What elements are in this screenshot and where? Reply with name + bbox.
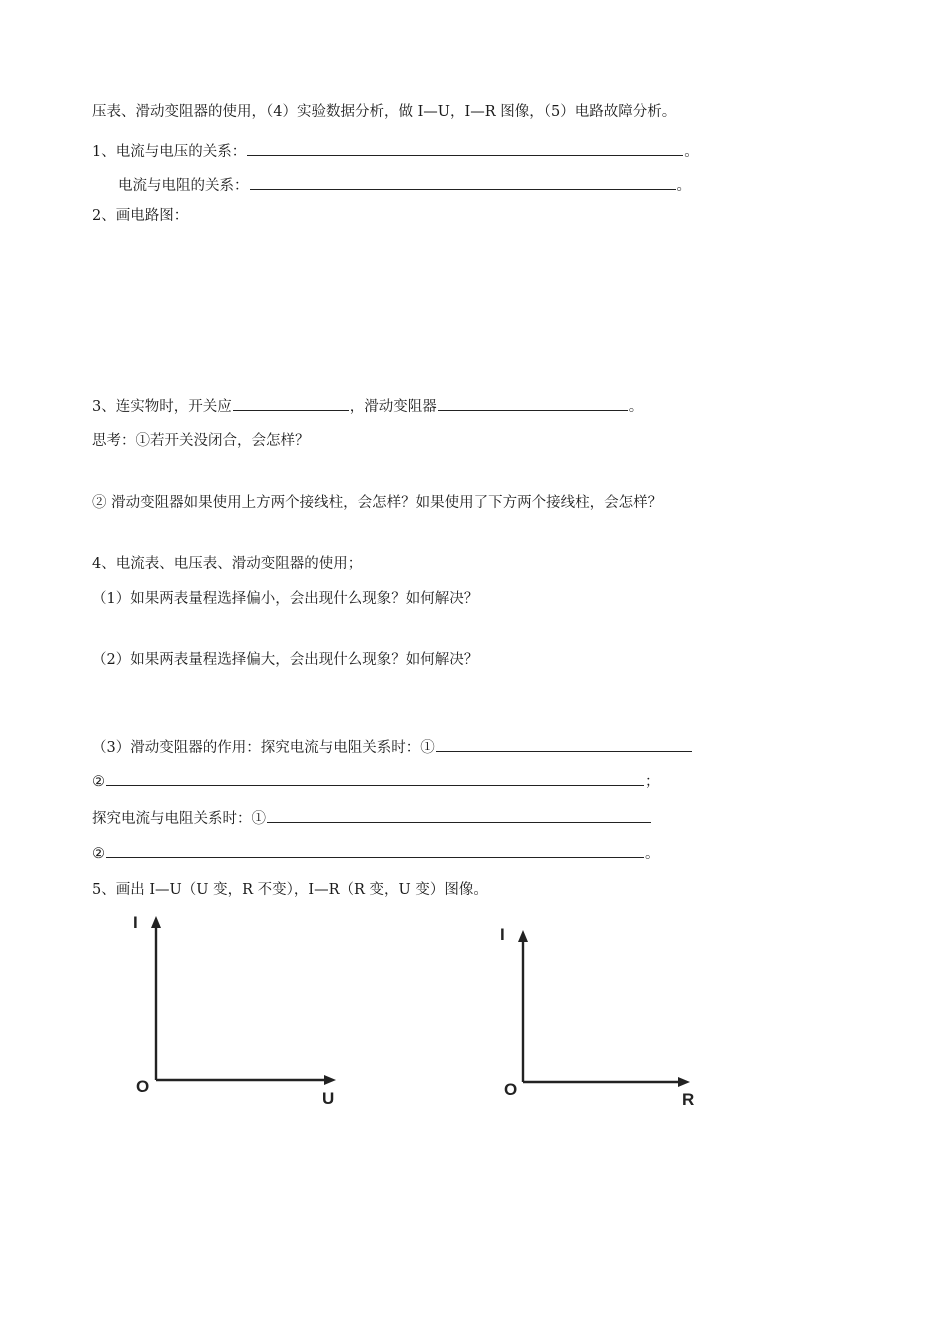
q4-sub3-label: （3）滑动变阻器的作用：探究电流与电阻关系时：① [92,740,435,756]
graph-i-r-axes[interactable] [497,920,707,1115]
graph-i-r-x-arrow-icon [678,1077,690,1087]
q1-label-a: 1、电流与电压的关系： [92,144,247,160]
q4-d-row [92,808,652,829]
q4-d2-row [92,843,660,864]
q4-d-label: 探究电流与电阻关系时：① [92,811,266,827]
q1-current-voltage-row [92,141,699,162]
q1-answer-blank-a[interactable] [247,141,683,156]
q4-d2-blank[interactable] [106,843,644,858]
q4-title: 4、电流表、电压表、滑动变阻器的使用； [92,556,363,572]
q4-c2-end: ； [645,774,660,790]
graph-i-r-y-label: I [500,925,505,944]
graph-i-r-x-label: R [682,1090,695,1109]
graph-i-r-origin: O [504,1080,518,1099]
think-line-1: 思考：①若开关没闭合，会怎样？ [92,433,310,449]
q4-d-blank[interactable] [267,808,651,823]
q4-c2-label: ② [92,774,105,790]
q3-row [92,396,643,417]
q3-label-b: ，滑动变阻器 [349,399,437,415]
graph-i-u-x-arrow-icon [324,1075,336,1085]
q1-end-a: 。 [684,144,699,160]
q1-label-b: 电流与电阻的关系： [118,178,249,194]
graph-i-r-y-arrow-icon [518,930,528,942]
q2-label: 2、画电路图： [92,208,189,224]
q1-end-b: 。 [676,178,691,194]
q1-answer-blank-b[interactable] [250,175,676,190]
q4-c2-blank[interactable] [106,771,644,786]
q4-d2-label: ② [92,846,105,862]
q3-end: 。 [628,399,644,415]
q3-rheostat-blank[interactable] [438,396,628,411]
graph-i-u-y-arrow-icon [151,916,161,928]
q4-sub3-blank[interactable] [436,737,692,752]
q4-c2-row [92,771,660,792]
graph-i-u-axes[interactable] [130,910,350,1115]
graph-i-u-origin: O [136,1077,150,1096]
q4-sub2: （2）如果两表量程选择偏大，会出现什么现象？如何解决？ [92,652,479,668]
q4-sub3-row [92,737,693,758]
q4-sub1: （1）如果两表量程选择偏小，会出现什么现象？如何解决？ [92,591,479,607]
graph-i-u-x-label: U [322,1089,335,1108]
q5-label: 5、画出 I—U（U 变，R 不变），I—R（R 变，U 变）图像。 [92,882,488,898]
q1-current-resistance-row [118,175,691,196]
think-line-2: ② 滑动变阻器如果使用上方两个接线柱，会怎样？如果使用了下方两个接线柱，会怎样？ [92,495,663,511]
q4-d2-end: 。 [645,846,660,862]
intro-line: 压表、滑动变阻器的使用，（4）实验数据分析，做 I—U，I—R 图像，（5）电路故障分析。 [92,104,677,120]
q3-switch-blank[interactable] [233,396,349,411]
q3-label-a: 3、连实物时，开关应 [92,399,232,415]
graph-i-u-y-label: I [133,913,138,932]
